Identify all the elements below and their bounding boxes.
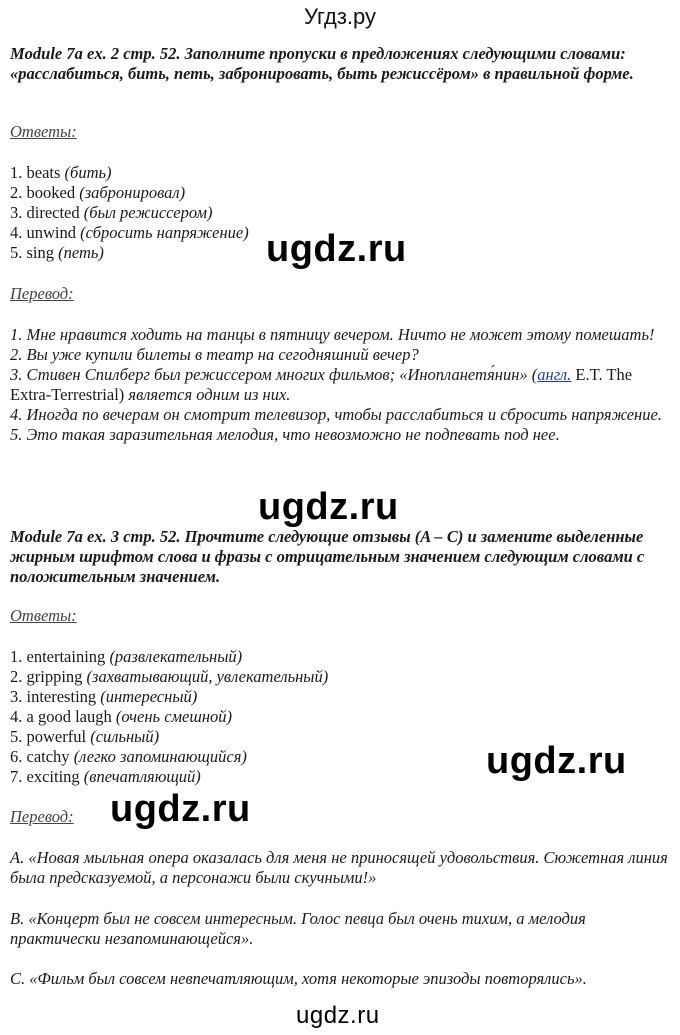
review-a: A. «Новая мыльная опера оказалась для меня не приносящей удовольствия. Сюжетная линия была предсказуемой, а персонажи были скучными!» (10, 848, 668, 887)
translation-line-3-text: 3. Стивен Спилберг был режиссером многих фильмов; «Инопланетя́нин» ( (10, 365, 538, 384)
answer-word: 2. gripping (10, 667, 83, 686)
translation-line-2: 2. Вы уже купили билеты в театр на сегодняшний вечер? (10, 345, 419, 364)
answer-translation: (захватывающий, увлекательный) (86, 667, 329, 686)
section2-answers-label: Ответы: (10, 606, 77, 625)
review-c: C. «Фильм был совсем невпечатляющим, хотя некоторые эпизоды повторялись». (10, 969, 587, 988)
section1-answers-label: Ответы: (10, 122, 77, 141)
answer-word: 2. booked (10, 183, 76, 202)
answer-word: 4. a good laugh (10, 707, 112, 726)
site-title: Угдз.ру (303, 4, 377, 29)
answer-translation: (был режиссером) (83, 203, 213, 222)
answer-translation: (сбросить напряжение) (80, 223, 249, 242)
answer-word: 5. powerful (10, 727, 87, 746)
list-item (10, 203, 670, 223)
answer-word: 6. catchy (10, 747, 70, 766)
answer-word: 3. directed (10, 203, 80, 222)
english-link[interactable]: англ. (537, 365, 572, 384)
section1-translation-label: Перевод: (10, 284, 74, 303)
list-item (10, 163, 670, 183)
review-b: B. «Концерт был не совсем интересным. Голос певца был очень тихим, а мелодия практически незапоминающейся». (10, 909, 586, 948)
answer-translation: (очень смешной) (115, 707, 233, 726)
answer-word: 1. entertaining (10, 647, 106, 666)
answer-translation: (легко запоминающийся) (73, 747, 247, 766)
list-item (10, 647, 670, 667)
section2-translation-label: Перевод: (10, 807, 74, 826)
watermark: ugdz.ru (258, 486, 399, 528)
list-item (10, 687, 670, 707)
list-item (10, 183, 670, 203)
english-title: E.T. The Extra-Terrestrial) (10, 365, 633, 404)
translation-line-3 (10, 365, 670, 405)
answer-word: 7. exciting (10, 767, 80, 786)
answer-word: 1. beats (10, 163, 61, 182)
answer-word: 5. sing (10, 243, 55, 262)
answer-word: 4. unwind (10, 223, 76, 242)
section1-heading: Module 7a ex. 2 стр. 52. Заполните пропуски в предложениях следующими словами: «расслабиться, бить, петь, забронировать, быть режиссёром» в правильной форме. (10, 44, 634, 83)
answer-word: 3. interesting (10, 687, 97, 706)
list-item (10, 707, 670, 727)
watermark: ugdz.ru (110, 788, 251, 830)
answer-translation: (интересный) (100, 687, 198, 706)
list-item (10, 667, 670, 687)
translation-line-3-end: является одним из них. (124, 385, 291, 404)
watermark: ugdz.ru (266, 228, 407, 270)
answer-translation: (забронировал) (79, 183, 186, 202)
translation-line-1: 1. Мне нравится ходить на танцы в пятницу вечером. Ничто не может этому помешать! (10, 325, 655, 344)
section1-translation (10, 325, 670, 445)
answer-translation: (развлекательный) (109, 647, 243, 666)
answer-translation: (впечатляющий) (83, 767, 201, 786)
answer-translation: (петь) (58, 243, 104, 262)
footer-watermark: ugdz.ru (296, 1002, 380, 1029)
watermark: ugdz.ru (486, 740, 627, 782)
translation-line-5: 5. Это такая заразительная мелодия, что невозможно не подпевать под нее. (10, 425, 560, 444)
translation-line-4: 4. Иногда по вечерам он смотрит телевизор, чтобы расслабиться и сбросить напряжение. (10, 405, 662, 424)
section2-heading: Module 7a ex. 3 стр. 52. Прочтите следующие отзывы (A – C) и замените выделенные жирным шрифтом слова и фразы с отрицательным значением следующим словами с положительным значением. (10, 527, 645, 586)
answer-translation: (сильный) (90, 727, 160, 746)
answer-translation: (бить) (64, 163, 112, 182)
